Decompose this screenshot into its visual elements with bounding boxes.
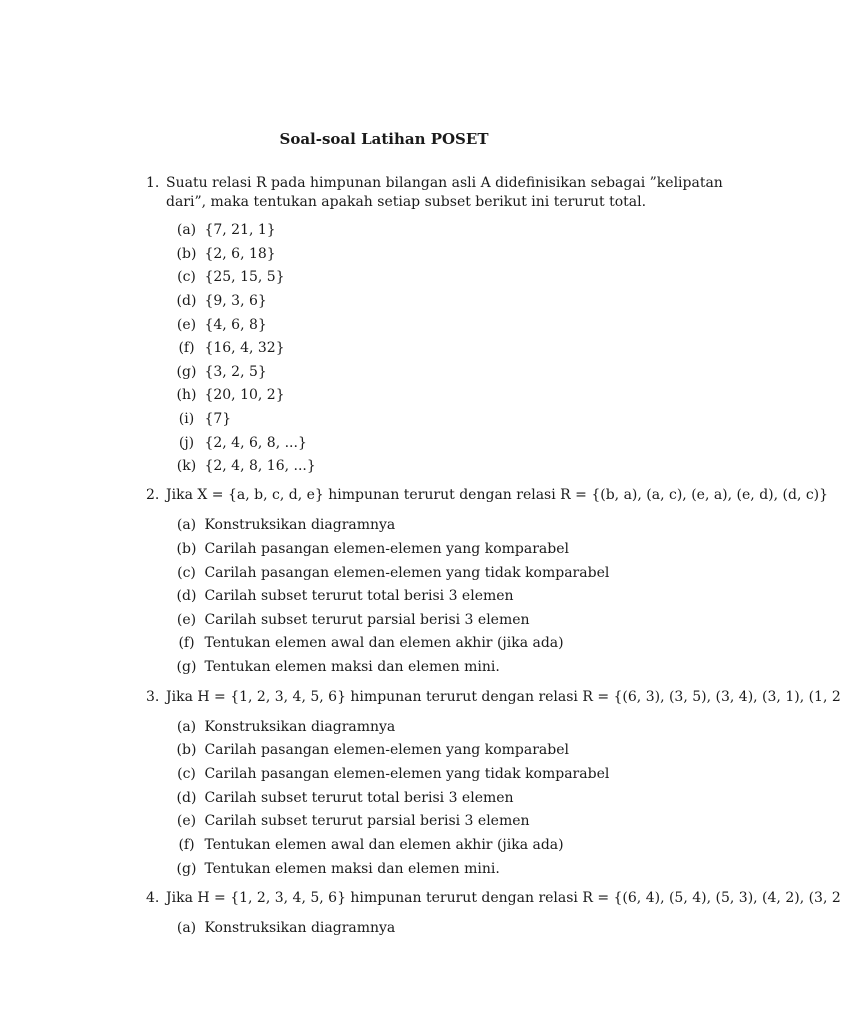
item-label: (a): [176, 920, 197, 936]
item-text: {7, 21, 1}: [204, 222, 276, 238]
list-item: [173, 611, 530, 630]
item-label: (d): [176, 588, 197, 604]
list-item: [173, 765, 609, 784]
item-label: (k): [176, 458, 197, 474]
list-item: [173, 292, 267, 311]
list-item: [173, 658, 500, 677]
problem-1: [146, 174, 723, 212]
item-label: (i): [178, 411, 195, 427]
list-item: [173, 564, 609, 583]
item-label: (c): [177, 565, 196, 581]
item-text: {3, 2, 5}: [204, 364, 267, 380]
problem-statement-line-2: dari”, maka tentukan apakah setiap subset berikut ini terurut total.: [166, 194, 647, 210]
list-item: [173, 268, 285, 287]
problem-number: 2.: [146, 487, 160, 503]
item-text: Carilah pasangan elemen-elemen yang tidak komparabel: [204, 565, 610, 581]
list-item: [173, 363, 267, 382]
list-item: [173, 718, 395, 737]
list-item: [173, 221, 276, 240]
item-text: {7}: [204, 411, 232, 427]
item-label: (e): [176, 612, 197, 628]
item-text: Tentukan elemen maksi dan elemen mini.: [204, 659, 500, 675]
item-text: Carilah subset terurut total berisi 3 elemen: [204, 588, 514, 604]
item-text: Carilah pasangan elemen-elemen yang tidak komparabel: [204, 766, 610, 782]
item-label: (j): [178, 435, 195, 451]
problem-statement-line-1: Jika X = {a, b, c, d, e} himpunan terurut dengan relasi R = {(b, a), (a, c), (e, a), (e, d), (d, c)}: [166, 487, 829, 503]
item-text: Carilah subset terurut total berisi 3 elemen: [204, 790, 514, 806]
list-item: [173, 516, 395, 535]
list-item: [173, 741, 569, 760]
list-item: [173, 587, 514, 606]
problem-3: [146, 688, 841, 707]
list-item: [173, 434, 307, 453]
item-label: (e): [176, 813, 197, 829]
document-title: Soal-soal Latihan POSET: [279, 130, 489, 148]
list-item: [173, 860, 500, 879]
item-text: Tentukan elemen maksi dan elemen mini.: [204, 861, 500, 877]
item-text: Tentukan elemen awal dan elemen akhir (jika ada): [204, 837, 564, 853]
problem-number: 4.: [146, 890, 160, 906]
item-label: (b): [176, 541, 197, 557]
item-label: (a): [176, 719, 197, 735]
item-text: Konstruksikan diagramnya: [204, 517, 396, 533]
item-label: (f): [178, 635, 195, 651]
list-item: [173, 634, 564, 653]
problem-statement-line-1: Suatu relasi R pada himpunan bilangan asli A didefinisikan sebagai ”kelipatan: [166, 175, 723, 191]
item-text: {2, 4, 8, 16, ...}: [204, 458, 316, 474]
list-item: [173, 457, 316, 476]
item-label: (f): [178, 837, 195, 853]
item-text: {20, 10, 2}: [204, 387, 285, 403]
item-text: Konstruksikan diagramnya: [204, 719, 396, 735]
list-item: [173, 919, 395, 938]
item-text: Carilah subset terurut parsial berisi 3 elemen: [204, 612, 530, 628]
problem-statement-line-1: Jika H = {1, 2, 3, 4, 5, 6} himpunan terurut dengan relasi R = {(6, 4), (5, 4), (5, 3), (4, 2), (3, 2: [166, 890, 841, 906]
problem-statement-line-1: Jika H = {1, 2, 3, 4, 5, 6} himpunan terurut dengan relasi R = {(6, 3), (3, 5), (3, 4), (3, 1), (1, 2: [166, 689, 841, 705]
item-text: {25, 15, 5}: [204, 269, 285, 285]
item-label: (d): [176, 790, 197, 806]
item-text: Carilah subset terurut parsial berisi 3 elemen: [204, 813, 530, 829]
list-item: [173, 386, 285, 405]
list-item: [173, 339, 285, 358]
item-label: (h): [176, 387, 197, 403]
item-label: (b): [176, 742, 197, 758]
list-item: [173, 540, 569, 559]
item-label: (b): [176, 246, 197, 262]
item-text: Konstruksikan diagramnya: [204, 920, 396, 936]
item-text: {9, 3, 6}: [204, 293, 267, 309]
problem-4: [146, 889, 841, 908]
item-text: Carilah pasangan elemen-elemen yang komparabel: [204, 541, 569, 557]
item-text: Tentukan elemen awal dan elemen akhir (jika ada): [204, 635, 564, 651]
item-text: {2, 4, 6, 8, ...}: [204, 435, 307, 451]
item-text: {2, 6, 18}: [204, 246, 276, 262]
problem-number: 3.: [146, 689, 160, 705]
item-text: {16, 4, 32}: [204, 340, 285, 356]
list-item: [173, 812, 530, 831]
problem-2: [146, 486, 828, 505]
list-item: [173, 245, 276, 264]
list-item: [173, 789, 514, 808]
list-item: [173, 316, 267, 335]
item-label: (c): [177, 766, 196, 782]
item-label: (f): [178, 340, 195, 356]
item-text: {4, 6, 8}: [204, 317, 267, 333]
item-text: Carilah pasangan elemen-elemen yang komparabel: [204, 742, 569, 758]
item-label: (c): [177, 269, 196, 285]
item-label: (a): [176, 517, 197, 533]
list-item: [173, 836, 564, 855]
item-label: (g): [176, 861, 197, 877]
problem-number: 1.: [146, 175, 160, 191]
item-label: (a): [176, 222, 197, 238]
item-label: (g): [176, 659, 197, 675]
item-label: (g): [176, 364, 197, 380]
item-label: (d): [176, 293, 197, 309]
item-label: (e): [176, 317, 197, 333]
list-item: [173, 410, 231, 429]
